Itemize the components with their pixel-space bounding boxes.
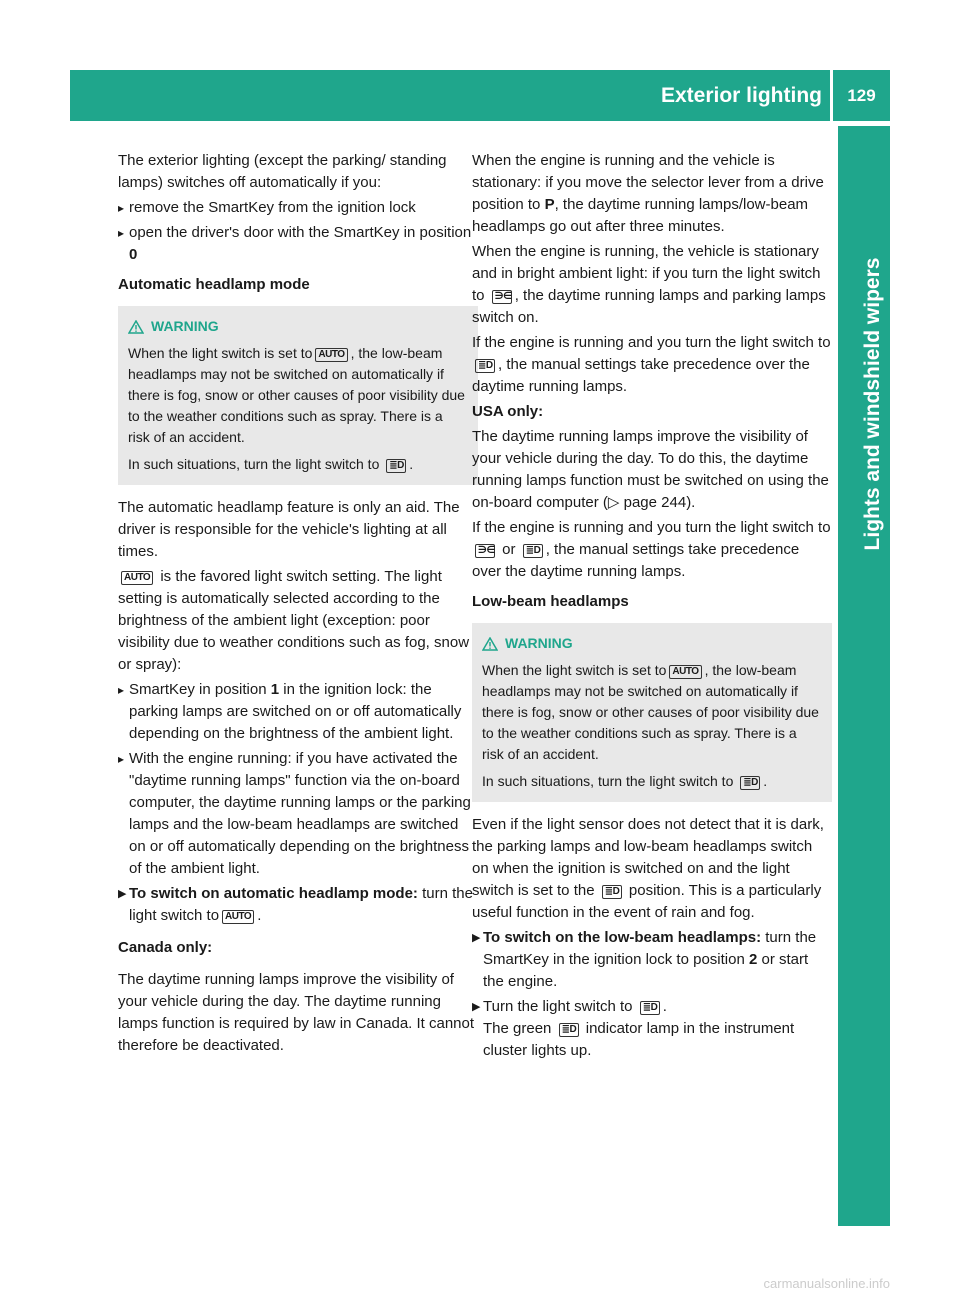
warning-box	[118, 306, 478, 485]
left-column	[118, 150, 478, 1060]
low-beam-icon: ≣D	[740, 776, 760, 790]
low-beam-icon: ≣D	[475, 359, 495, 373]
right-column	[472, 150, 832, 1065]
paragraph: When the engine is running, the vehicle is stationary and in bright ambient light: if you turn the light switch to ∋∈ , the daytime running lamps and parking lamps switch on.	[472, 243, 826, 326]
low-beam-indicator-icon: ≣D	[559, 1023, 579, 1037]
intro-paragraph: The exterior lighting (except the parking/ standing lamps) switches off automatically if you:	[118, 152, 447, 191]
warning-title: WARNING	[482, 633, 822, 654]
page-header	[70, 70, 890, 121]
section-title: Exterior lighting	[660, 84, 822, 107]
list-item: ▸ With the engine running: if you have activated the "daytime running lamps" function via the on-board computer, the daytime running lamps or the parking lamps and the low-beam headlamps are switched on or off automatically depending on the brightness of the ambient light.	[118, 748, 478, 880]
parking-lamp-icon: ∋∈	[492, 290, 512, 304]
page-number: 129	[847, 86, 876, 105]
low-beam-icon: ≣D	[386, 459, 406, 473]
watermark: carmanualsonline.info	[763, 1276, 890, 1291]
auto-icon: AUTO	[121, 571, 153, 585]
heading-usa-only: USA only:	[472, 403, 544, 420]
low-beam-icon: ≣D	[523, 544, 543, 558]
action-step: ▶ To switch on the low-beam headlamps: turn the SmartKey in the ignition lock to position 2 or start the engine.	[472, 927, 832, 993]
paragraph: AUTO is the favored light switch setting. The light setting is automatically selected according to the brightness of the ambient light (exception: poor visibility due to weather conditions such as fog, snow or spray):	[118, 568, 470, 673]
paragraph: If the engine is running and you turn the light switch to ≣D , the manual settings take precedence over the daytime running lamps.	[472, 334, 831, 395]
warning-text: In such situations, turn the light switch to ≣D .	[482, 773, 768, 789]
action-step: ▶ Turn the light switch to ≣D . The green ≣D indicator lamp in the instrument cluster lights up.	[472, 996, 832, 1062]
paragraph: Even if the light sensor does not detect that it is dark, the parking lamps and low-beam headlamps switch on when the ignition is switched on and the light switch is set to the ≣D position. This is a particularly useful function in the event of rain and fog.	[472, 816, 824, 921]
list-item: ▸ SmartKey in position 1 in the ignition lock: the parking lamps are switched on or off automatically depending on the brightness of the ambient light.	[118, 679, 478, 745]
paragraph: When the engine is running and the vehicle is stationary: if you move the selector lever from a drive position to P, the daytime running lamps/low-beam headlamps go out after three minutes.	[472, 152, 824, 235]
list-item: ▸ open the driver's door with the SmartKey in position 0	[118, 222, 478, 266]
paragraph: The automatic headlamp feature is only an aid. The driver is responsible for the vehicle's lighting at all times.	[118, 499, 460, 560]
parking-lamp-icon: ∋∈	[475, 544, 495, 558]
heading-canada-only: Canada only:	[118, 939, 213, 956]
heading-automatic-headlamp-mode: Automatic headlamp mode	[118, 276, 310, 293]
low-beam-icon: ≣D	[602, 885, 622, 899]
auto-icon: AUTO	[222, 910, 254, 924]
warning-title: WARNING	[128, 316, 468, 337]
paragraph: The daytime running lamps improve the visibility of your vehicle during the day. To do this, the daytime running lamps function must be switched on using the on-board computer (▷ page 244).	[472, 428, 829, 511]
auto-icon: AUTO	[315, 348, 347, 362]
side-tab-cap	[838, 126, 890, 180]
warning-text: When the light switch is set to AUTO , the low-beam headlamps may not be switched on automatically if there is fog, snow or other causes of poor visibility due to the weather conditions such as spray. There is a risk of an accident.	[482, 662, 819, 762]
action-step: ▶ To switch on automatic headlamp mode: turn the light switch to AUTO .	[118, 883, 478, 927]
low-beam-icon: ≣D	[640, 1001, 660, 1015]
heading-low-beam-headlamps: Low-beam headlamps	[472, 593, 629, 610]
page-reference-link[interactable]: ▷ page 244	[607, 494, 687, 511]
position-number: 0	[129, 246, 138, 263]
warning-triangle-icon	[482, 637, 498, 651]
warning-text: When the light switch is set to AUTO , the low-beam headlamps may not be switched on automatically if there is fog, snow or other causes of poor visibility due to the weather conditions such as spray. There is a risk of an accident.	[128, 345, 465, 445]
paragraph: If the engine is running and you turn the light switch to ∋∈ or ≣D , the manual settings take precedence over the daytime running lamps.	[472, 519, 831, 580]
list-item: ▸ remove the SmartKey from the ignition lock	[118, 197, 478, 219]
warning-text: In such situations, turn the light switch to ≣D .	[128, 456, 414, 472]
warning-box	[472, 623, 832, 802]
auto-icon: AUTO	[669, 665, 701, 679]
warning-triangle-icon	[128, 320, 144, 334]
side-tab-label: Lights and windshield wipers	[861, 257, 884, 551]
paragraph: The daytime running lamps improve the visibility of your vehicle during the day. The daytime running lamps function is required by law in Canada. It cannot therefore be deactivated.	[118, 971, 475, 1054]
